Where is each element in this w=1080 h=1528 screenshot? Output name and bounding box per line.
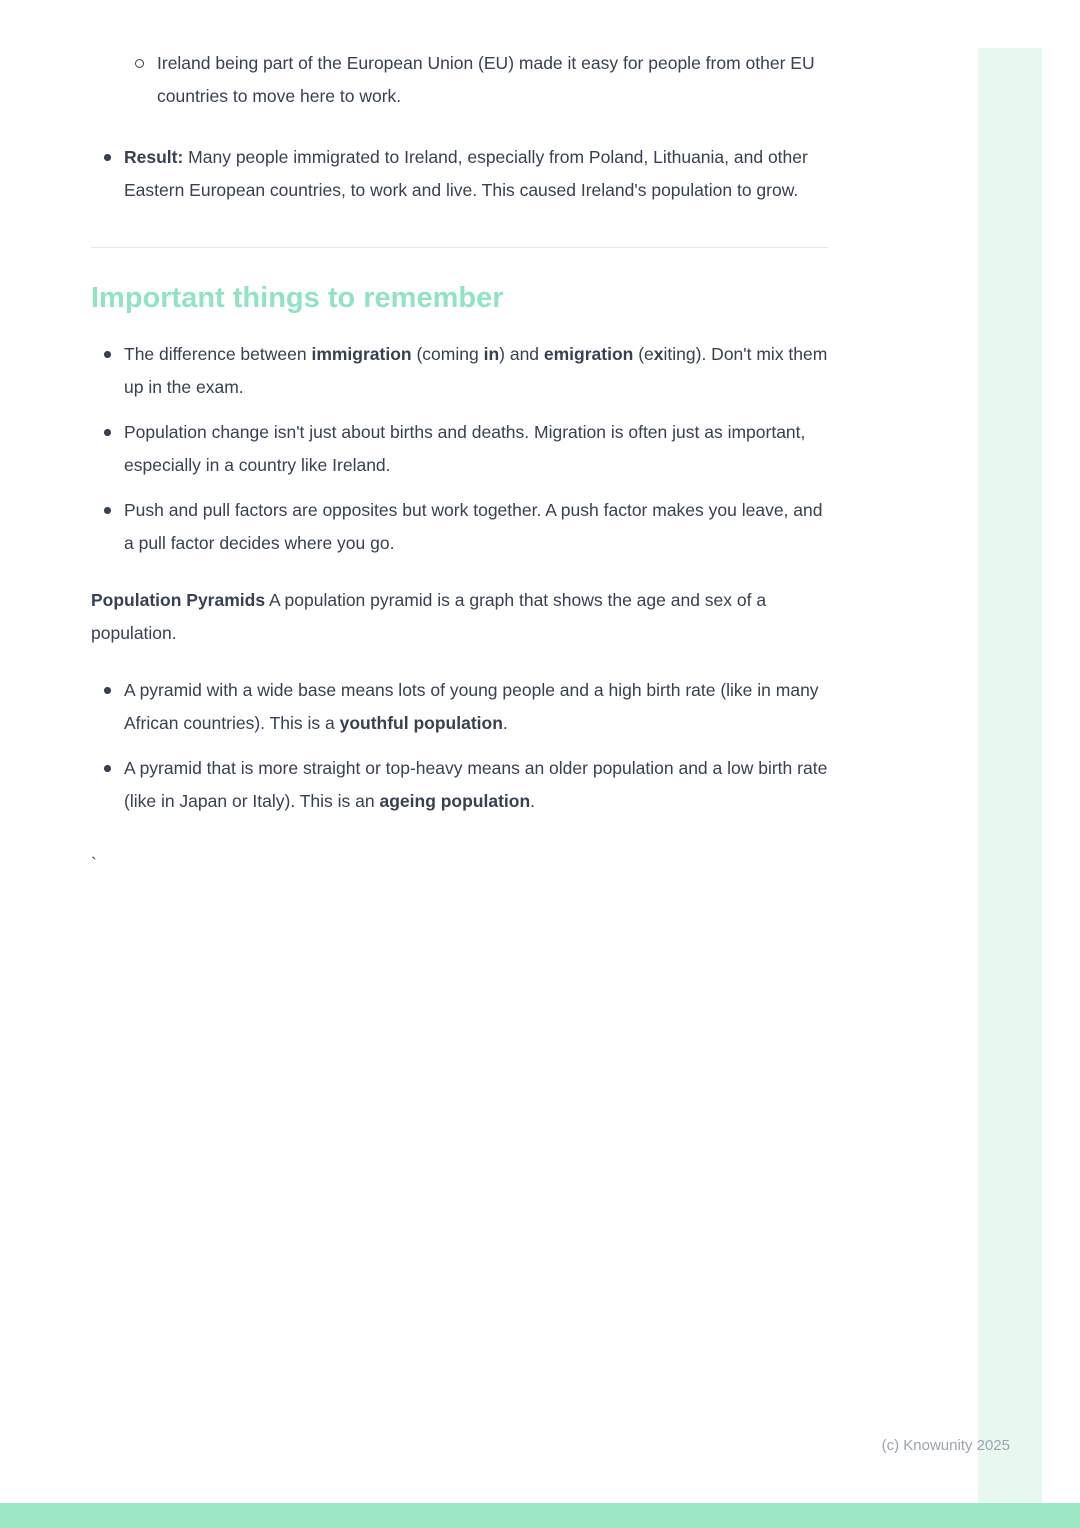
- bold-text-run: immigration: [311, 344, 412, 364]
- footer-copyright: (c) Knowunity 2025: [881, 1437, 1010, 1454]
- text-run: A population pyramid is a graph that shows the age and sex of a population.: [91, 590, 767, 643]
- text-run: The difference between: [124, 344, 312, 364]
- text-run: Population change isn't just about births and deaths. Migration is often just as important, especially in a country like Ireland.: [124, 422, 806, 475]
- stray-character: `: [91, 854, 97, 874]
- bold-text-run: Population Pyramids: [91, 590, 266, 610]
- document-content: [91, 47, 828, 881]
- text-run: ) and: [499, 344, 544, 364]
- bold-text-run: youthful population: [339, 713, 503, 733]
- text-run: Ireland being part of the European Union (EU) made it easy for people from other EU countries to move here to work.: [157, 53, 815, 106]
- pyramid-list: [91, 674, 828, 818]
- intro-sub-list: [91, 47, 828, 113]
- section-divider: [91, 247, 828, 248]
- list-item: [124, 674, 828, 740]
- text-run: .: [530, 791, 536, 811]
- text-run: Many people immigrated to Ireland, especially from Poland, Lithuania, and other Eastern European countries, to work and live. This caused Ireland's population to grow.: [124, 147, 808, 200]
- bold-text-run: ageing population: [379, 791, 531, 811]
- right-accent-bar: [978, 48, 1042, 1503]
- text-run: iting). Don't mix them up in the exam.: [124, 344, 828, 397]
- list-item: [124, 141, 828, 207]
- bold-text-run: emigration: [543, 344, 634, 364]
- text-run: Push and pull factors are opposites but work together. A push factor makes you leave, and a pull factor decides where you go.: [124, 500, 823, 553]
- list-item: [157, 47, 828, 113]
- result-list: [91, 141, 828, 207]
- text-run: .: [502, 713, 508, 733]
- text-run: A pyramid that is more straight or top-heavy means an older population and a low birth rate (like in Japan or Italy). This is an: [124, 758, 828, 811]
- bold-text-run: in: [483, 344, 500, 364]
- list-item: [124, 494, 828, 560]
- list-item: [124, 752, 828, 818]
- bold-text-run: x: [653, 344, 664, 364]
- text-run: A pyramid with a wide base means lots of young people and a high birth rate (like in many African countries). This is a: [124, 680, 819, 733]
- remember-list: [91, 338, 828, 560]
- bottom-accent-bar: [0, 1503, 1080, 1528]
- list-item: [124, 338, 828, 404]
- bold-text-run: Result:: [124, 147, 184, 167]
- list-item: [124, 416, 828, 482]
- text-run: (coming: [411, 344, 484, 364]
- population-pyramids-paragraph: [91, 584, 828, 650]
- section-heading: Important things to remember: [91, 282, 504, 314]
- text-run: (e: [633, 344, 654, 364]
